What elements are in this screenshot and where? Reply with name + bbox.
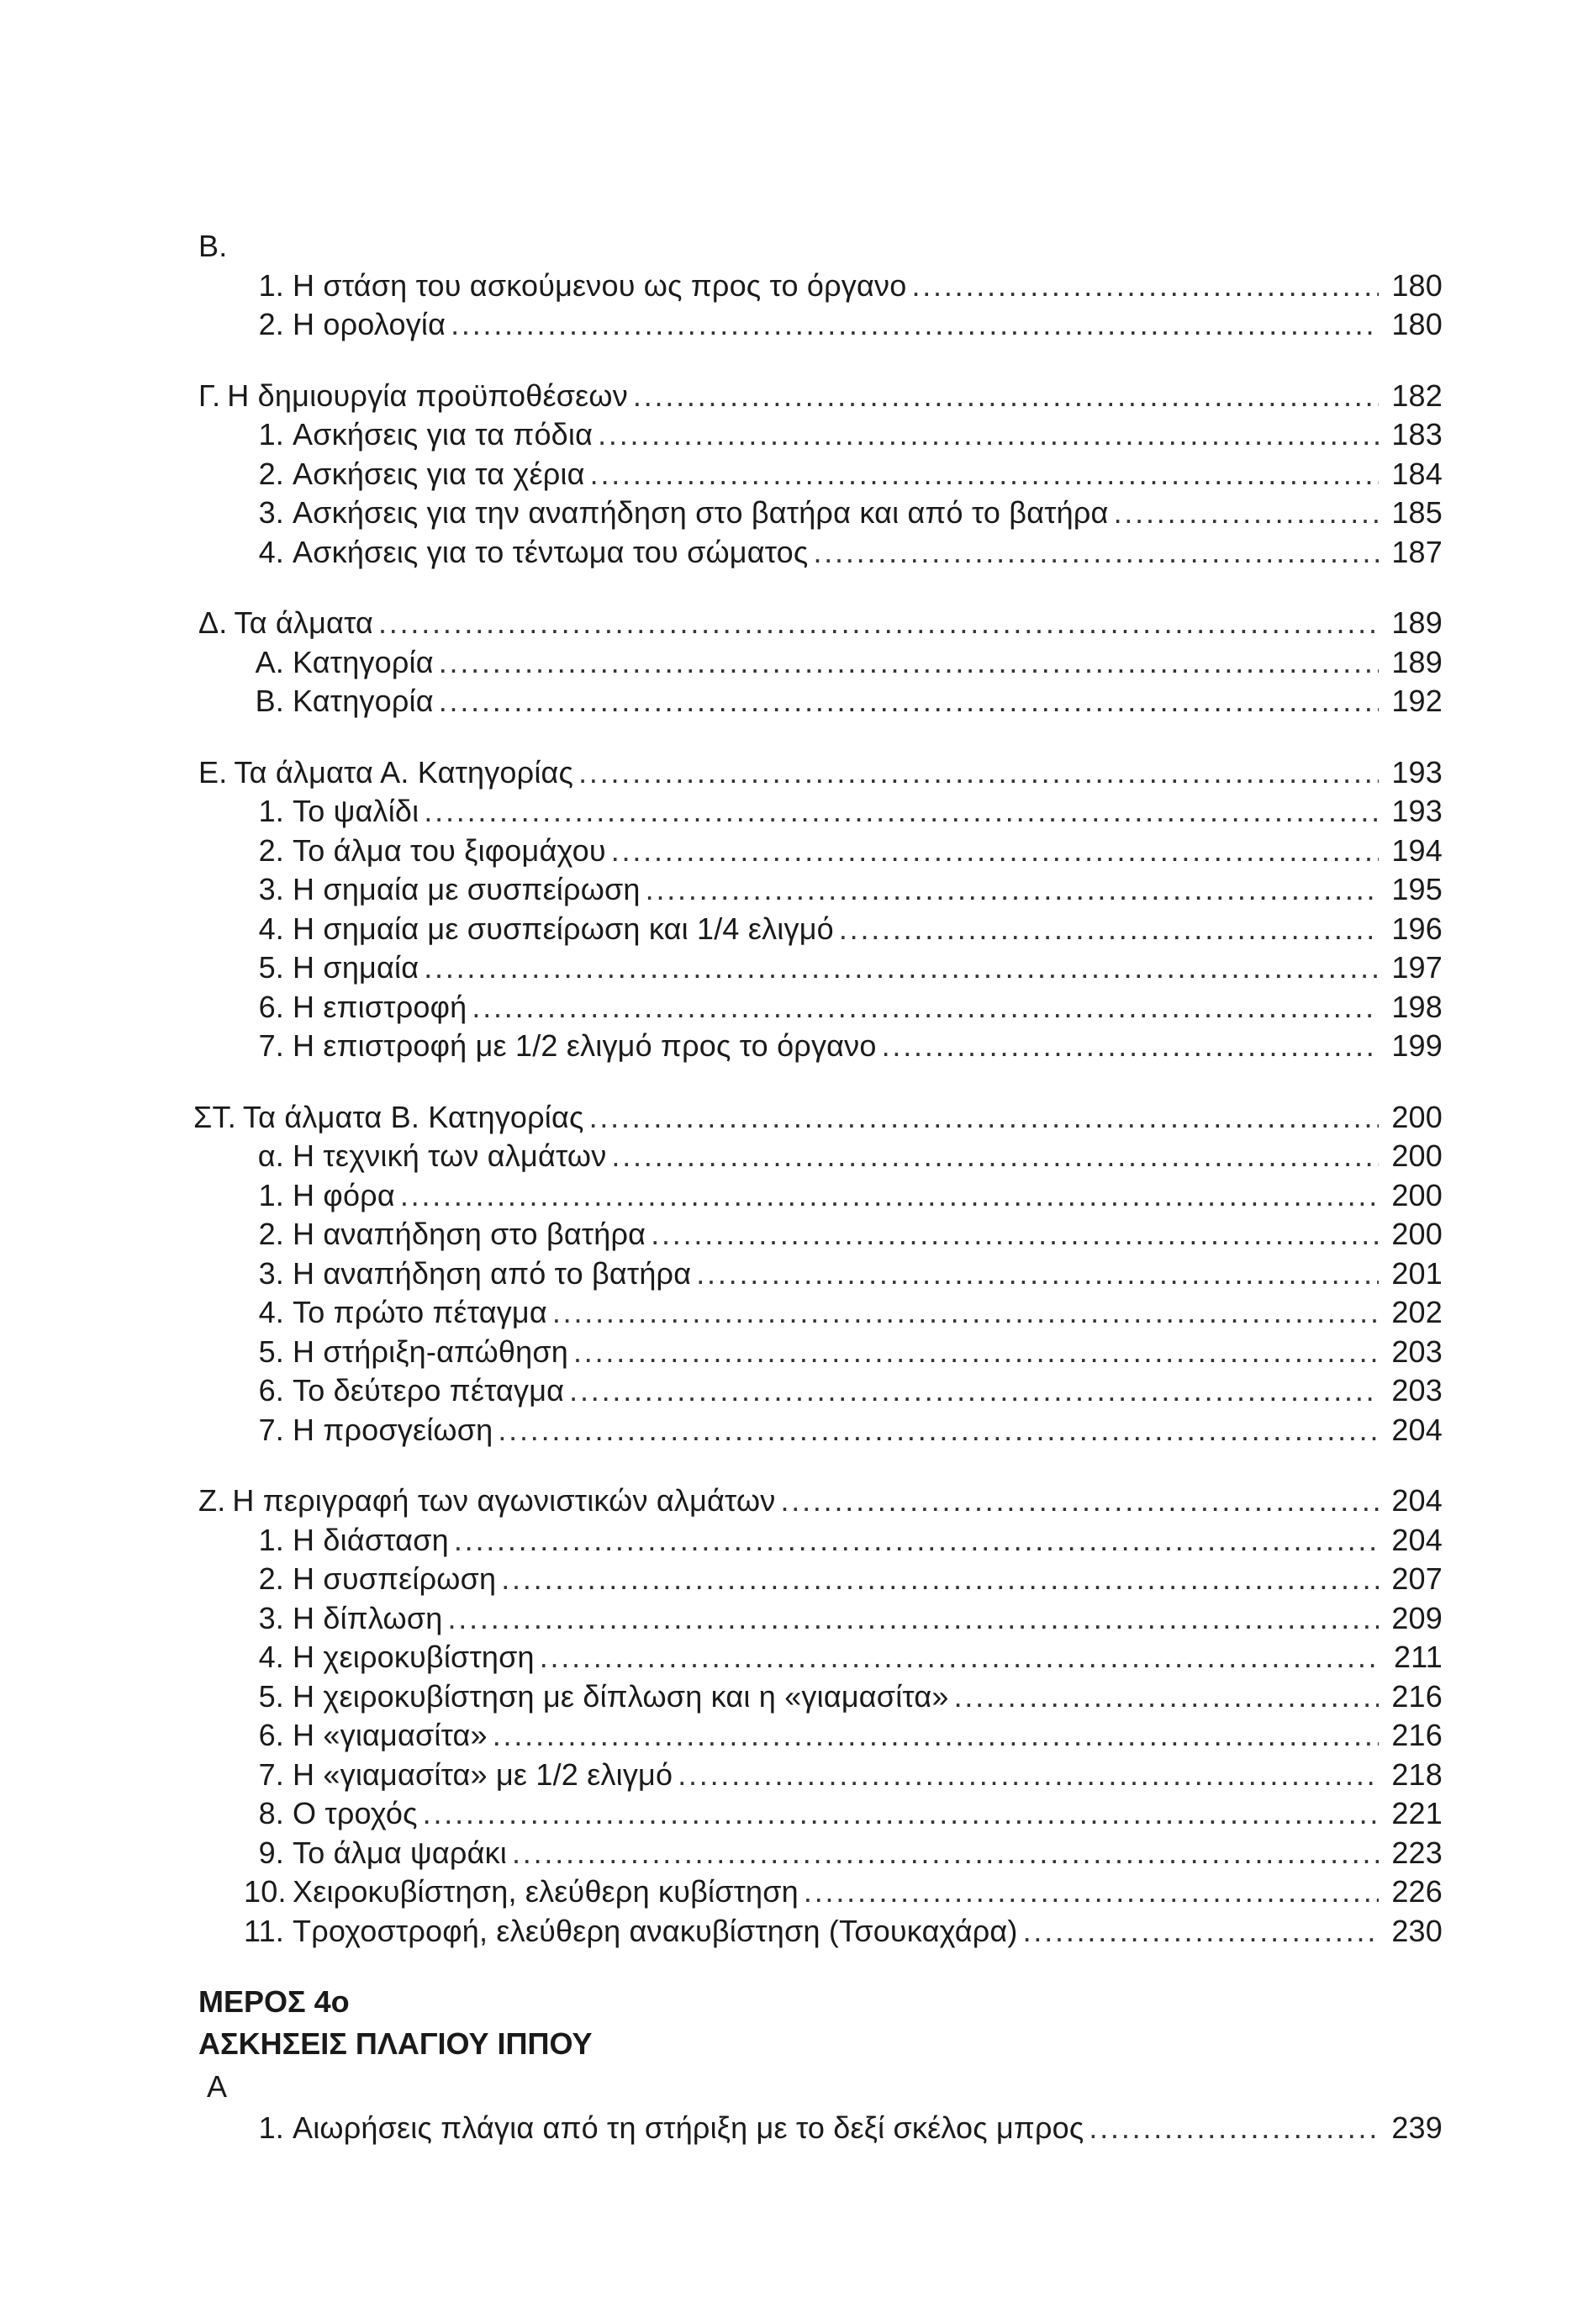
entry-number: 9. [258,1835,284,1870]
entry-title: Η επιστροφή [293,989,467,1024]
toc-section [198,227,1443,345]
entry-page: 184 [1391,456,1443,491]
entry-number: 1. [258,267,284,303]
toc-entry [198,1521,1443,1561]
leader-dots [611,1137,1379,1176]
leader-dots [651,1215,1379,1254]
entry-page: 216 [1391,1678,1443,1714]
part-4-block [198,1981,1443,2148]
entry-page: 211 [1394,1640,1443,1674]
entry-page: 239 [1391,2110,1443,2145]
leader-dots [512,1834,1379,1873]
leader-dots [378,604,1379,643]
entry-title: Η ορολογία [293,307,446,341]
section-heading [193,1098,1443,1138]
toc-entry [198,682,1443,721]
section-letter: Δ. [198,605,228,640]
entry-title: Η προσγείωση [293,1412,493,1447]
leader-dots [424,792,1379,832]
entry-number: 7. [258,1412,284,1447]
leader-dots [911,267,1379,306]
entry-title: Η επιστροφή με 1/2 ελιγμό προς το όργανο [293,1028,877,1063]
entry-page: 207 [1391,1561,1443,1596]
leader-dots [780,1482,1379,1521]
entry-page: 209 [1391,1600,1443,1635]
toc-entry [198,1333,1443,1372]
entry-number: 3. [258,1255,284,1291]
entry-page: 218 [1391,1756,1443,1792]
leader-dots [882,1027,1379,1066]
entry-title: Η σημαία με συσπείρωση [293,872,641,906]
toc-entry [198,305,1443,345]
leader-dots [569,1371,1379,1411]
entry-title: Η συσπείρωση [293,1561,497,1596]
leader-dots [439,682,1379,721]
entry-page: 194 [1391,832,1443,868]
toc-entry [198,415,1443,455]
entry-title: Η αναπήδηση στο βατήρα [293,1217,646,1251]
leader-dots [589,1098,1379,1138]
entry-title: Η «γιαμασίτα» [293,1718,488,1752]
toc-entry [198,1293,1443,1333]
leader-dots [493,1716,1379,1756]
entry-page: 204 [1391,1522,1443,1557]
entry-title: Ασκήσεις για το τέντωμα του σώματος [293,534,809,569]
part-title: ΑΣΚΗΣΕΙΣ ΠΛΑΓΙΟΥ ΙΠΠΟΥ [198,2026,593,2061]
toc-entry [198,870,1443,910]
toc-entry [198,643,1443,683]
leader-dots [954,1677,1379,1717]
entry-title: Το άλμα ψαράκι [293,1835,507,1870]
leader-dots [447,1599,1379,1639]
toc-entry [198,1716,1443,1756]
entry-page: 203 [1391,1334,1443,1369]
leader-dots [423,1794,1379,1834]
leader-dots [839,910,1379,949]
leader-dots [804,1872,1379,1912]
toc-entry [198,1872,1443,1912]
leader-dots [451,305,1379,345]
entry-page: 226 [1391,1874,1443,1909]
leader-dots [573,1333,1379,1372]
leader-dots [501,1560,1379,1599]
entry-number: 6. [258,989,284,1024]
entry-page: 200 [1391,1177,1443,1212]
leader-dots [424,948,1379,988]
entry-number: 10. [244,1874,287,1909]
toc-entry [198,1371,1443,1411]
leader-dots [813,533,1379,573]
toc-entry [198,267,1443,306]
toc-entry [198,1215,1443,1254]
toc-section [198,753,1443,1066]
toc-entry [198,1677,1443,1717]
section-heading [198,753,1443,793]
entry-number: Α. [255,644,284,679]
leader-dots [540,1638,1379,1677]
toc-entry [198,988,1443,1027]
entry-number: 2. [258,1217,284,1251]
toc-entry [198,2109,1443,2148]
section-page: 189 [1391,605,1443,640]
entry-number: 7. [258,1028,284,1063]
entry-title: Η αναπήδηση από το βατήρα [293,1255,692,1291]
leader-dots [439,643,1379,683]
table-of-contents [193,227,1443,1983]
entry-number: 3. [258,872,284,906]
section-letter: B. [198,229,228,263]
entry-number: 5. [258,1334,284,1369]
entry-title: Η τεχνική των αλμάτων [293,1138,607,1173]
entry-title: Το άλμα του ξιφομάχου [293,832,606,868]
entry-number: 2. [258,456,284,491]
entry-number: 2. [258,307,284,341]
section-letter: Ζ. [198,1483,226,1518]
part-section-letter: Α [207,2069,228,2104]
entry-number: 3. [258,495,284,530]
toc-entry [198,948,1443,988]
toc-entry [198,792,1443,832]
toc-entry [198,494,1443,533]
leader-dots [633,377,1379,416]
entry-title: Η διάσταση [293,1522,449,1557]
leader-dots [611,832,1379,871]
entry-number: 5. [258,950,284,985]
entry-page: 200 [1391,1138,1443,1173]
entry-page: 203 [1391,1373,1443,1408]
entry-page: 204 [1391,1412,1443,1447]
entry-number: 8. [258,1796,284,1830]
entry-title: Η «γιαμασίτα» με 1/2 ελιγμό [293,1756,673,1792]
toc-section [198,1482,1443,1951]
toc-entry [198,1599,1443,1639]
toc-section [198,604,1443,721]
toc-entry [198,1638,1443,1677]
section-heading [198,1482,1443,1521]
section-title: Η περιγραφή των αγωνιστικών αλμάτων [232,1483,776,1518]
entry-title: Η στήριξη-απώθηση [293,1334,568,1369]
entry-number: 1. [258,794,284,828]
toc-entry [198,832,1443,871]
entry-number: 1. [258,1522,284,1557]
section-page: 204 [1391,1483,1443,1518]
toc-entry [198,1794,1443,1834]
leader-dots [1114,494,1379,533]
entry-title: Το δεύτερο πέταγμα [293,1373,565,1408]
entry-page: 202 [1391,1295,1443,1329]
entry-number: 1. [258,2110,284,2145]
entry-title: Ασκήσεις για την αναπήδηση στο βατήρα και από το βατήρα [293,495,1109,530]
toc-entry [198,533,1443,573]
entry-page: 199 [1391,1028,1443,1063]
leader-dots [552,1293,1379,1333]
toc-section [193,1098,1443,1450]
entry-number: 6. [258,1718,284,1752]
entry-number: 7. [258,1756,284,1792]
leader-dots [454,1521,1379,1561]
leader-dots [400,1176,1379,1216]
toc-entry [198,1176,1443,1216]
entry-page: 185 [1391,495,1443,530]
leader-dots [598,415,1379,455]
section-letter: Ε. [198,754,228,790]
entry-title: Αιωρήσεις πλάγια από τη στήριξη με το δεξί σκέλος μπρος [293,2110,1084,2145]
entry-page: 196 [1391,911,1443,946]
entry-title: Η χειροκυβίστηση [293,1640,535,1674]
entry-title: Η δίπλωση [293,1600,443,1635]
entry-title: Η χειροκυβίστηση με δίπλωση και η «γιαμασίτα» [293,1678,949,1714]
entry-page: 197 [1391,950,1443,985]
toc-entry [198,1411,1443,1450]
entry-number: 6. [258,1373,284,1408]
toc-entry [198,455,1443,494]
leader-dots [646,870,1379,910]
toc-section [198,377,1443,573]
entry-title: Η στάση του ασκούμενου ως προς το όργανο [293,267,907,303]
entry-page: 221 [1391,1796,1443,1830]
section-title: Τα άλματα [234,605,373,640]
entry-number: 2. [258,1561,284,1596]
toc-entry [198,1137,1443,1176]
entry-number: 4. [258,534,284,569]
section-letter: ΣΤ. [193,1099,236,1134]
toc-entry [198,1560,1443,1599]
section-page: 182 [1391,378,1443,413]
entry-page: 200 [1391,1217,1443,1251]
entry-number: α. [257,1138,284,1173]
toc-entry [198,1834,1443,1873]
toc-entry [198,1912,1443,1952]
entry-title: Ασκήσεις για τα πόδια [293,417,594,452]
section-page: 193 [1391,754,1443,790]
entry-page: 223 [1391,1835,1443,1870]
section-title: Τα άλματα Β. Κατηγορίας [242,1099,584,1134]
section-title: Η δημιουργία προϋποθέσεων [227,378,628,413]
entry-page: 198 [1391,989,1443,1024]
entry-number: 1. [258,1177,284,1212]
entry-number: 11. [244,1913,284,1948]
section-letter: Γ. [198,378,221,413]
entry-page: 216 [1391,1718,1443,1752]
entry-number: 3. [258,1600,284,1635]
section-heading [198,377,1443,416]
entry-title: Η φόρα [293,1177,395,1212]
entry-title: Ο τροχός [293,1796,418,1830]
entry-page: 192 [1391,684,1443,718]
section-page: 200 [1391,1099,1443,1134]
leader-dots [696,1254,1379,1294]
toc-entry [198,1027,1443,1066]
entry-page: 180 [1391,307,1443,341]
entry-number: 4. [258,1640,284,1674]
entry-title: Κατηγορία [293,644,434,679]
entry-title: Η σημαία με συσπείρωση και 1/4 ελιγμό [293,911,834,946]
leader-dots [590,455,1379,494]
part-number: ΜΕΡΟΣ 4ο [198,1984,350,2019]
section-heading [198,604,1443,643]
entry-title: Το πρώτο πέταγμα [293,1295,547,1329]
entry-page: 180 [1391,267,1443,303]
toc-entry [198,910,1443,949]
entry-title: Η σημαία [293,950,419,985]
section-title: Τα άλματα Α. Κατηγορίας [234,754,574,790]
entry-title: Τροχοστροφή, ελεύθερη ανακυβίστηση (Τσουκαχάρα) [293,1913,1018,1948]
entry-title: Χειροκυβίστηση, ελεύθερη κυβίστηση [293,1874,799,1909]
entry-page: 230 [1391,1913,1443,1948]
entry-page: 193 [1391,794,1443,828]
entry-title: Το ψαλίδι [293,794,419,828]
toc-entry [198,1756,1443,1795]
entry-number: 4. [258,911,284,946]
entry-number: 2. [258,832,284,868]
entry-title: Ασκήσεις για τα χέρια [293,456,585,491]
section-heading [198,227,1443,267]
leader-dots [578,753,1379,793]
entry-title: Κατηγορία [293,684,434,718]
leader-dots [472,988,1379,1027]
entry-number: 1. [258,417,284,452]
leader-dots [498,1411,1379,1450]
entry-page: 195 [1391,872,1443,906]
entry-number: Β. [255,684,284,718]
entry-page: 187 [1391,534,1443,569]
entry-number: 5. [258,1678,284,1714]
entry-number: 4. [258,1295,284,1329]
entry-page: 201 [1391,1255,1443,1291]
toc-entry [198,1254,1443,1294]
leader-dots [1089,2109,1379,2148]
leader-dots [678,1756,1379,1795]
entry-page: 189 [1391,644,1443,679]
leader-dots [1023,1912,1379,1952]
entry-page: 183 [1391,417,1443,452]
